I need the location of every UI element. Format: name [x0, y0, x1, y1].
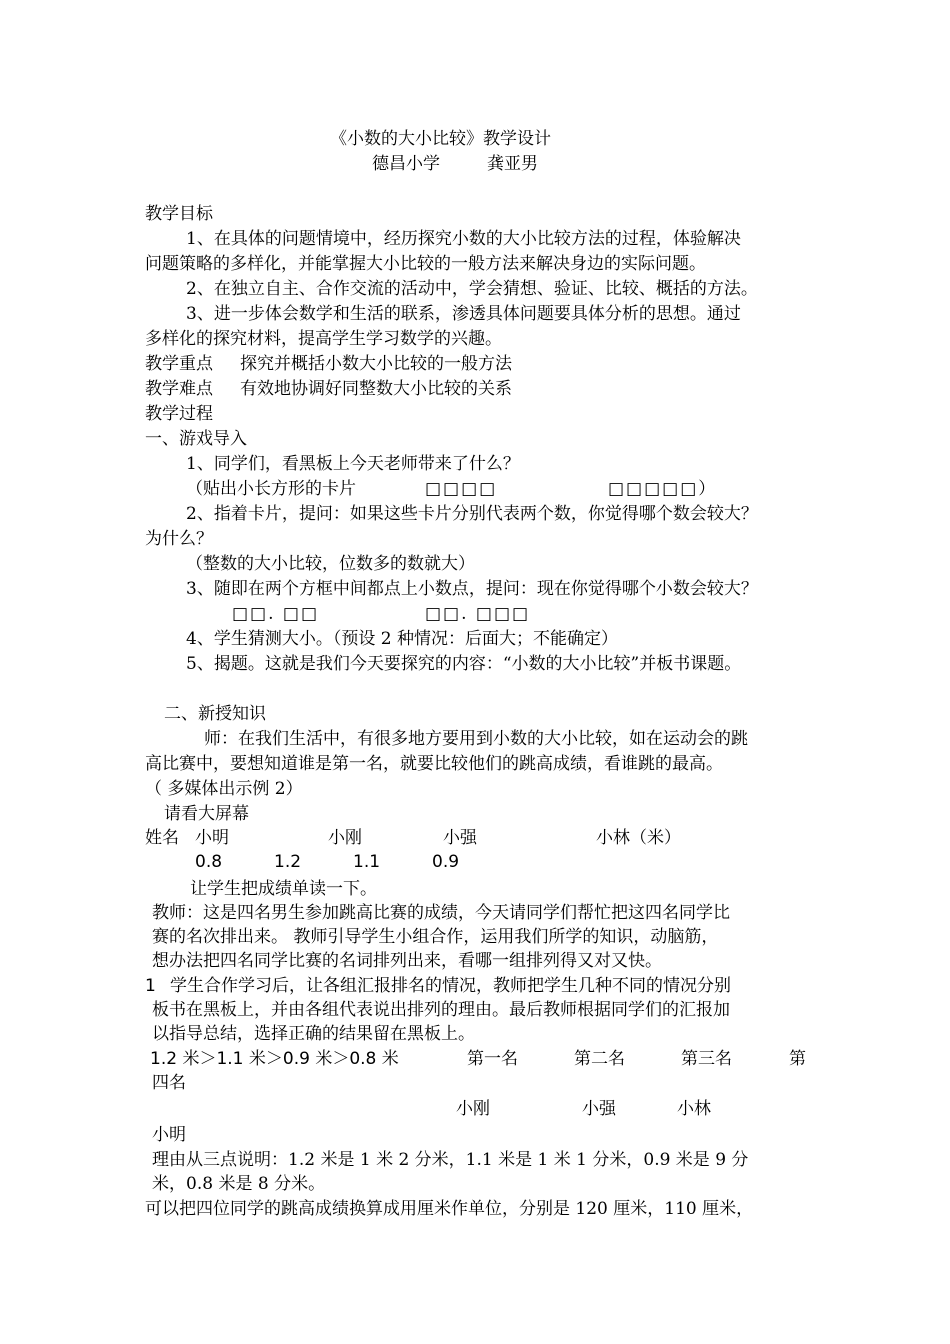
objective-1-line-2: 问题策略的多样化，并能掌握大小比较的一般方法来解决身边的实际问题。	[145, 254, 706, 274]
difficulty-text: 有效地协调好同整数大小比较的关系	[240, 379, 512, 399]
process-heading: 教学过程	[145, 404, 213, 424]
rank-third: 第三名	[681, 1049, 732, 1069]
teacher-line-1: 教师：这是四名男生参加跳高比赛的成绩，今天请同学们帮忙把这四名同学比	[152, 903, 730, 923]
key-point-text: 探究并概括小数大小比较的一般方法	[240, 354, 512, 374]
table-name-xiaoming: 小明	[195, 828, 229, 848]
table-value-1: 0.8	[195, 852, 223, 872]
table-name-xiaogang: 小刚	[328, 828, 362, 848]
item-1-number: 1	[145, 976, 156, 996]
card-boxes-4: □□□□	[425, 479, 498, 499]
section-1-step-5: 5、揭题。这就是我们今天要探究的内容：“小数的大小比较”并板书课题。	[186, 654, 742, 674]
section-1-step-3: 3、随即在两个方框中间都点上小数点，提问：现在你觉得哪个小数会较大？	[186, 579, 758, 599]
table-value-4: 0.9	[432, 852, 460, 872]
section-1-heading: 一、游戏导入	[145, 429, 247, 449]
author-school: 德昌小学	[372, 154, 440, 174]
section-1-step-1: 1、同学们，看黑板上今天老师带来了什么？	[186, 454, 520, 474]
section-1-step-1-note: （贴出小长方形的卡片	[186, 479, 356, 499]
decimal-boxes-a: □□. □□	[232, 604, 320, 624]
table-name-xiaoqiang: 小强	[443, 828, 477, 848]
table-value-2: 1.2	[274, 852, 302, 872]
author-name: 龚亚男	[487, 154, 538, 174]
objectives-heading: 教学目标	[145, 204, 213, 224]
rank-name-fourth: 小明	[152, 1125, 186, 1145]
section-1-step-4: 4、学生猜测大小。（预设 2 种情况：后面大；不能确定）	[186, 629, 618, 649]
item-1-line-1: 学生合作学习后，让各组汇报排名的情况，教师把学生几种不同的情况分别	[170, 976, 731, 996]
objective-3-line-2: 多样化的探究材料，提高学生学习数学的兴趣。	[145, 329, 502, 349]
table-label: 姓名	[145, 828, 179, 848]
section-2-heading: 二、新授知识	[164, 704, 266, 724]
key-point-label: 教学重点	[145, 354, 213, 374]
convert-line: 可以把四位同学的跳高成绩换算成用厘米作单位，分别是 120 厘米，110 厘米，	[145, 1199, 754, 1219]
ranking-inequality: 1.2 米＞1.1 米＞0.9 米＞0.8 米	[150, 1049, 399, 1069]
rank-fourth-end: 四名	[152, 1073, 186, 1093]
difficulty-label: 教学难点	[145, 379, 213, 399]
section-1-step-2-line-2: 为什么？	[145, 529, 213, 549]
item-1-line-3: 以指导总结，选择正确的结果留在黑板上。	[152, 1024, 475, 1044]
read-scores: 让学生把成绩单读一下。	[190, 879, 377, 899]
rank-name-first: 小刚	[456, 1099, 490, 1119]
table-name-xiaolin: 小林（米）	[596, 828, 681, 848]
section-1-step-2-line-1: 2、指着卡片，提问：如果这些卡片分别代表两个数，你觉得哪个数会较大？	[186, 504, 758, 524]
objective-3-line-1: 3、进一步体会数学和生活的联系，渗透具体问题要具体分析的思想。通过	[186, 304, 741, 324]
rank-name-third: 小林	[677, 1099, 711, 1119]
objective-1-line-1: 1、在具体的问题情境中，经历探究小数的大小比较方法的过程，体验解决	[186, 229, 741, 249]
reason-line-2: 米，0.8 米是 8 分米。	[152, 1174, 326, 1194]
objective-2: 2、在独立自主、合作交流的活动中，学会猜想、验证、比较、概括的方法。	[186, 279, 758, 299]
big-screen-note: 请看大屏幕	[164, 804, 249, 824]
section-2-para-line-2: 高比赛中，要想知道谁是第一名，就要比较他们的跳高成绩，看谁跳的最高。	[145, 754, 723, 774]
document-title: 《小数的大小比较》教学设计	[330, 129, 551, 149]
decimal-boxes-b: □□. □□□	[425, 604, 531, 624]
section-2-para-line-3: （ 多媒体出示例 2）	[145, 779, 303, 799]
reason-line-1: 理由从三点说明：1.2 米是 1 米 2 分米，1.1 米是 1 米 1 分米，0.9 米是 9 分	[152, 1150, 749, 1170]
section-1-step-2-note: （整数的大小比较，位数多的数就大）	[186, 554, 475, 574]
table-value-3: 1.1	[353, 852, 381, 872]
section-2-para-line-1: 师：在我们生活中，有很多地方要用到小数的大小比较，如在运动会的跳	[204, 729, 748, 749]
rank-second: 第二名	[574, 1049, 625, 1069]
rank-fourth-start: 第	[789, 1049, 806, 1069]
rank-name-second: 小强	[582, 1099, 616, 1119]
teacher-line-3: 想办法把四名同学比赛的名词排列出来，看哪一组排列得又对又快。	[152, 951, 662, 971]
card-boxes-5: □□□□□）	[608, 479, 718, 499]
teacher-line-2: 赛的名次排出来。 教师引导学生小组合作，运用我们所学的知识，动脑筋，	[152, 927, 719, 947]
rank-first: 第一名	[467, 1049, 518, 1069]
item-1-line-2: 板书在黑板上，并由各组代表说出排列的理由。最后教师根据同学们的汇报加	[152, 1000, 730, 1020]
